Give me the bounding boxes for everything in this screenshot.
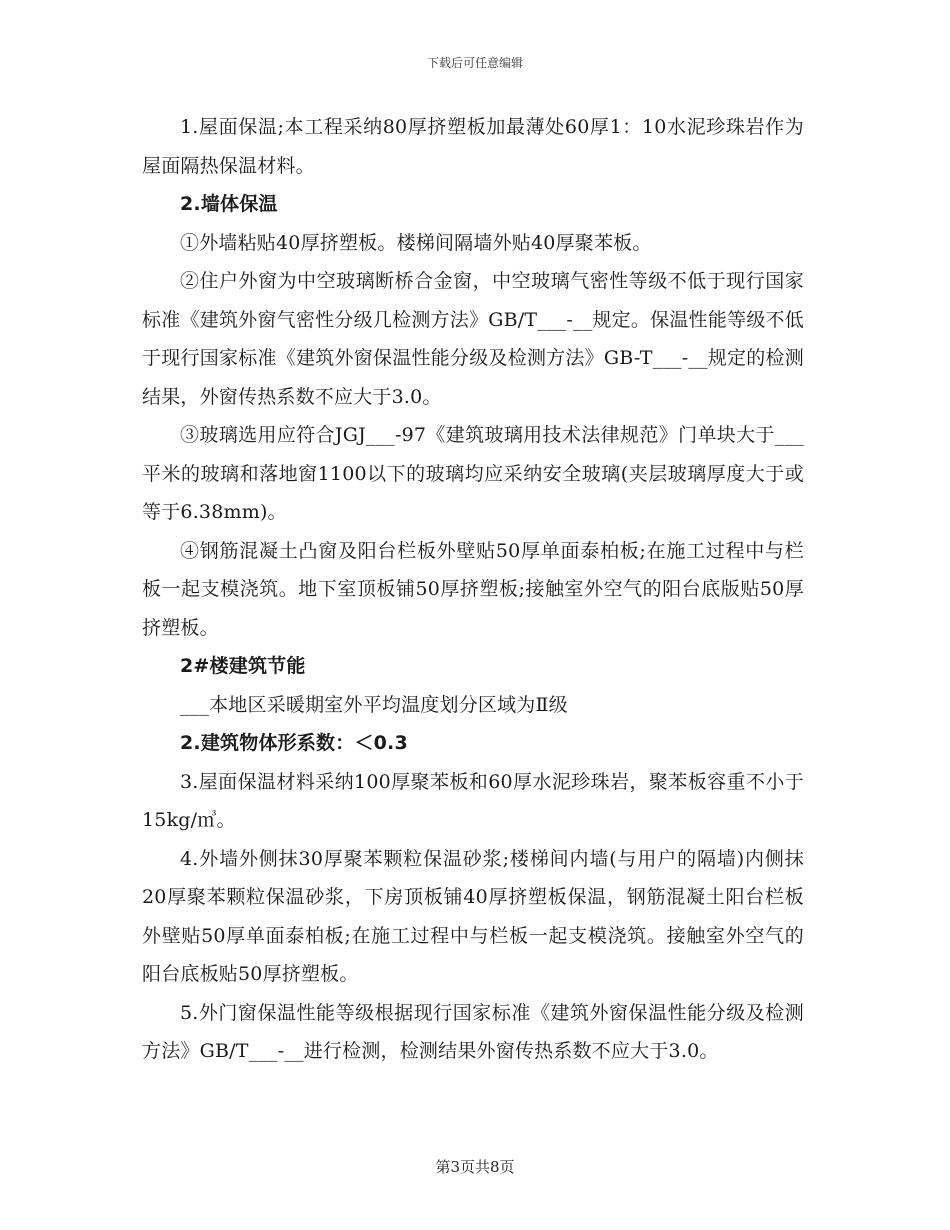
heading-building-2-energy: 2#楼建筑节能 — [180, 655, 306, 677]
page-number: 第3页共8页 — [435, 1158, 515, 1176]
paragraph-roof-insulation: 1.屋面保温;本工程采纳80厚挤塑板加最薄处60厚1：10水泥珍珠岩作为屋面隔热保温材料。 — [142, 116, 804, 177]
heading-wall-insulation: 2.墙体保温 — [180, 193, 278, 215]
page-header: 下载后可任意编辑 — [426, 56, 523, 70]
paragraph-bay-window: ④钢筋混凝土凸窗及阳台栏板外壁贴50厚单面泰柏板;在施工过程中与栏板一起支模浇筑。地下室顶板铺50厚挤塑板;接触室外空气的阳台底版贴50厚挤塑板。 — [142, 539, 804, 639]
paragraph-windows: ②住户外窗为中空玻璃断桥合金窗，中空玻璃气密性等级不低于现行国家标准《建筑外窗气密性分级几检测方法》GB/T___-__规定。保温性能等级不低于现行国家标准《建筑外窗保温性能分级及检测方法》GB-T___-__规定的检测结果，外窗传热系数不应大于3.0。 — [142, 270, 804, 408]
paragraph-roof-material: 3.屋面保温材料采纳100厚聚苯板和60厚水泥珍珠岩，聚苯板容重不小于15kg/㎥。 — [142, 770, 804, 831]
paragraph-glass: ③玻璃选用应符合JGJ___-97《建筑玻璃用技术法律规范》门单块大于___平米的玻璃和落地窗1100以下的玻璃均应采纳安全玻璃(夹层玻璃厚度大于或等于6.38mm)。 — [142, 424, 804, 523]
heading-shape-coefficient: 2.建筑物体形系数：＜0.3 — [180, 732, 408, 754]
paragraph-exterior-wall: ①外墙粘贴40厚挤塑板。楼梯间隔墙外贴40厚聚苯板。 — [180, 231, 652, 254]
paragraph-wall-mortar: 4.外墙外侧抹30厚聚苯颗粒保温砂浆;楼梯间内墙(与用户的隔墙)内侧抹20厚聚苯颗粒保温砂浆，下房顶板铺40厚挤塑板保温，钢筋混凝土阳台栏板外壁贴50厚单面泰柏板;在施工过程中与栏板一起支模浇筑。接触室外空气的阳台底板贴50厚挤塑板。 — [142, 847, 804, 985]
paragraph-climate-zone: ___本地区采暖期室外平均温度划分区域为Ⅱ级 — [180, 693, 568, 716]
document-body — [142, 108, 804, 1071]
paragraph-door-window-test: 5.外门窗保温性能等级根据现行国家标准《建筑外窗保温性能分级及检测方法》GB/T___-__进行检测，检测结果外窗传热系数不应大于3.0。 — [142, 1001, 804, 1062]
